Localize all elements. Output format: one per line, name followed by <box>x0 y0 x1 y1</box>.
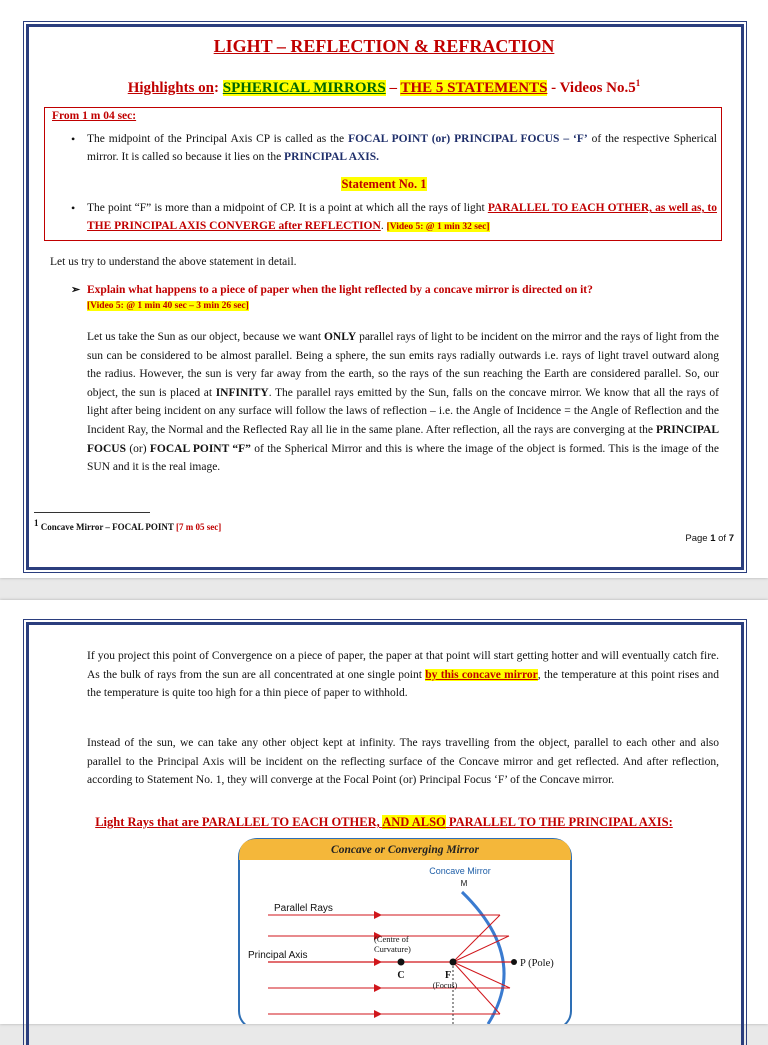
footnote-text: Concave Mirror – FOCAL POINT <box>38 522 176 532</box>
bullet1-bold-1: FOCAL POINT (or) PRINCIPAL FOCUS – ‘F’ <box>348 133 588 145</box>
bullet-statement-1 <box>87 199 717 236</box>
footnote-number: 1 <box>34 518 39 528</box>
bullet1-text-2: of the respective Spherical mirror. It is called so because it lies on the <box>87 133 717 163</box>
p2-para1-highlight: by this concave mirror <box>425 668 538 681</box>
para-bold-only: ONLY <box>323 331 357 343</box>
highlights-dash: – <box>389 80 397 96</box>
intro-line: Let us try to understand the above statement in detail. <box>50 256 297 268</box>
f-label: F <box>444 970 452 981</box>
footnote-separator <box>34 512 150 513</box>
pole-point <box>511 959 517 965</box>
sun-explanation-paragraph <box>87 328 719 477</box>
para-text-3: . The parallel rays emitted by the Sun, falls on the concave mirror. We know that all the rays of light after being incident on any surface will follow the laws of reflection – i.e. the Angle of Incidence = the Angle of Reflection and the Incident Ray, the Normal and the Reflected Ray all lie in the same plane. After reflection, all the rays are converging at the <box>87 386 719 436</box>
parallel-rays-label: Parallel Rays <box>274 903 333 914</box>
from-timestamp-label: From 1 m 04 sec: <box>52 110 137 122</box>
para-bold-principal-focus: PRINCIPAL FOCUS <box>87 423 719 455</box>
para-text-2: parallel rays of light to be incident on the mirror and the rays of light from the sun can be considered to be almost parallel. Being a sphere, the sun emits rays radially outwards i.e. rays of light travel outward along the radius. However, the sun is very far away from the earth, so the rays of the sun reaching the Earth are considered parallel. So, our object, the sun is placed at <box>87 331 719 399</box>
parallel-rays-heading <box>0 815 768 830</box>
focus-point <box>450 959 457 966</box>
p2-para1-text-1: If you project this point of Convergence on a piece of paper, the paper at that point will start getting hotter and will eventually catch fire. As the bulk of rays from the sun are all concentrated at one single point <box>87 650 719 681</box>
paper-burning-paragraph <box>87 647 719 703</box>
bullet1-bold-2: PRINCIPAL AXIS. <box>284 151 380 163</box>
bullet2-video-timestamp: [Video 5: @ 1 min 32 sec] <box>386 222 490 232</box>
para-bold-infinity: INFINITY <box>215 386 269 399</box>
question <box>87 283 719 314</box>
bullet1-text-1: The midpoint of the Principal Axis CP is called as the <box>87 133 349 145</box>
concave-mirror-diagram <box>238 838 572 1024</box>
c-label: C <box>397 970 405 981</box>
page-of: of <box>715 533 729 544</box>
footnote <box>34 518 221 532</box>
para-text-4: (or) <box>125 442 150 455</box>
highlights-statements: THE 5 STATEMENTS <box>400 80 548 96</box>
diagram-frame <box>239 839 571 1024</box>
highlights-videos: - Videos No.5 <box>551 80 636 96</box>
p2-para1-text-2: , the temperature at this point rises and the temperature is quite too high for a thin piece of paper to withhold. <box>87 668 719 700</box>
diagram-mirror-label: Concave Mirror <box>429 866 491 876</box>
highlights-footnote-ref[interactable]: 1 <box>635 78 641 88</box>
other-object-paragraph: Instead of the sun, we can take any other object kept at infinity. The rays travelling from the object, parallel to each other and also parallel to the Principal Axis will be incident on the reflecting surface of the Concave mirror and get reflected. And after reflection, according to Statement No. 1, they will converge at the Focal Point (or) Principal Focus ‘F’ of the Concave mirror. <box>87 737 719 787</box>
diagram-header: Concave or Converging Mirror <box>331 844 479 856</box>
highlights-prefix: Highlights on <box>127 80 214 96</box>
diagram-m-label: M <box>460 879 468 888</box>
bullet2-red-text: PARALLEL TO EACH OTHER, as well as, to THE PRINCIPAL AXIS CONVERGE after REFLECTION <box>87 202 717 232</box>
para-text-1: Let us take the Sun as our object, because we want <box>87 331 324 343</box>
centre-point <box>398 959 405 966</box>
centre-of-curvature-label: (Centre of Curvature) <box>374 934 411 954</box>
highlights-colon: : <box>214 80 219 96</box>
page-number <box>685 533 734 544</box>
highlights-line <box>0 78 768 97</box>
document-title: LIGHT – REFLECTION & REFRACTION <box>213 36 555 56</box>
focus-label: (Focus) <box>432 981 458 990</box>
question-video-timestamp: [Video 5: @ 1 min 40 sec – 3 min 26 sec] <box>87 301 249 311</box>
question-text: ➢ Explain what happens to a piece of paper when the light reflected by a concave mirror is directed on it? <box>87 284 593 296</box>
principal-axis-label: Principal Axis <box>248 950 308 961</box>
page-current: 1 <box>710 533 716 544</box>
page-total: 7 <box>728 533 734 544</box>
para-text-5: of the Spherical Mirror and this is where the image of the object is formed. This is the image of the SUN and it is the real image. <box>87 442 719 474</box>
heading-part-c: PARALLEL TO THE PRINCIPAL AXIS: <box>445 815 673 829</box>
footnote-timestamp: [7 m 05 sec] <box>176 522 222 532</box>
bullet2-text-1: The point “F” is more than a midpoint of CP. It is a point at which all the rays of light <box>87 202 488 214</box>
bullet2-text-2: . <box>380 220 387 232</box>
highlights-topic: SPHERICAL MIRRORS <box>222 80 386 96</box>
pole-label: P (Pole) <box>520 958 554 969</box>
bullet-focal-point-definition <box>87 130 717 166</box>
page-label: Page <box>685 533 711 544</box>
statement-label-text: Statement No. 1 <box>341 177 427 191</box>
heading-part-b: AND ALSO <box>382 815 446 829</box>
heading-part-a: Light Rays that are PARALLEL TO EACH OTHER, <box>95 815 383 829</box>
para-bold-focal-point: FOCAL POINT “F” <box>149 442 251 455</box>
statement-label <box>0 177 768 192</box>
